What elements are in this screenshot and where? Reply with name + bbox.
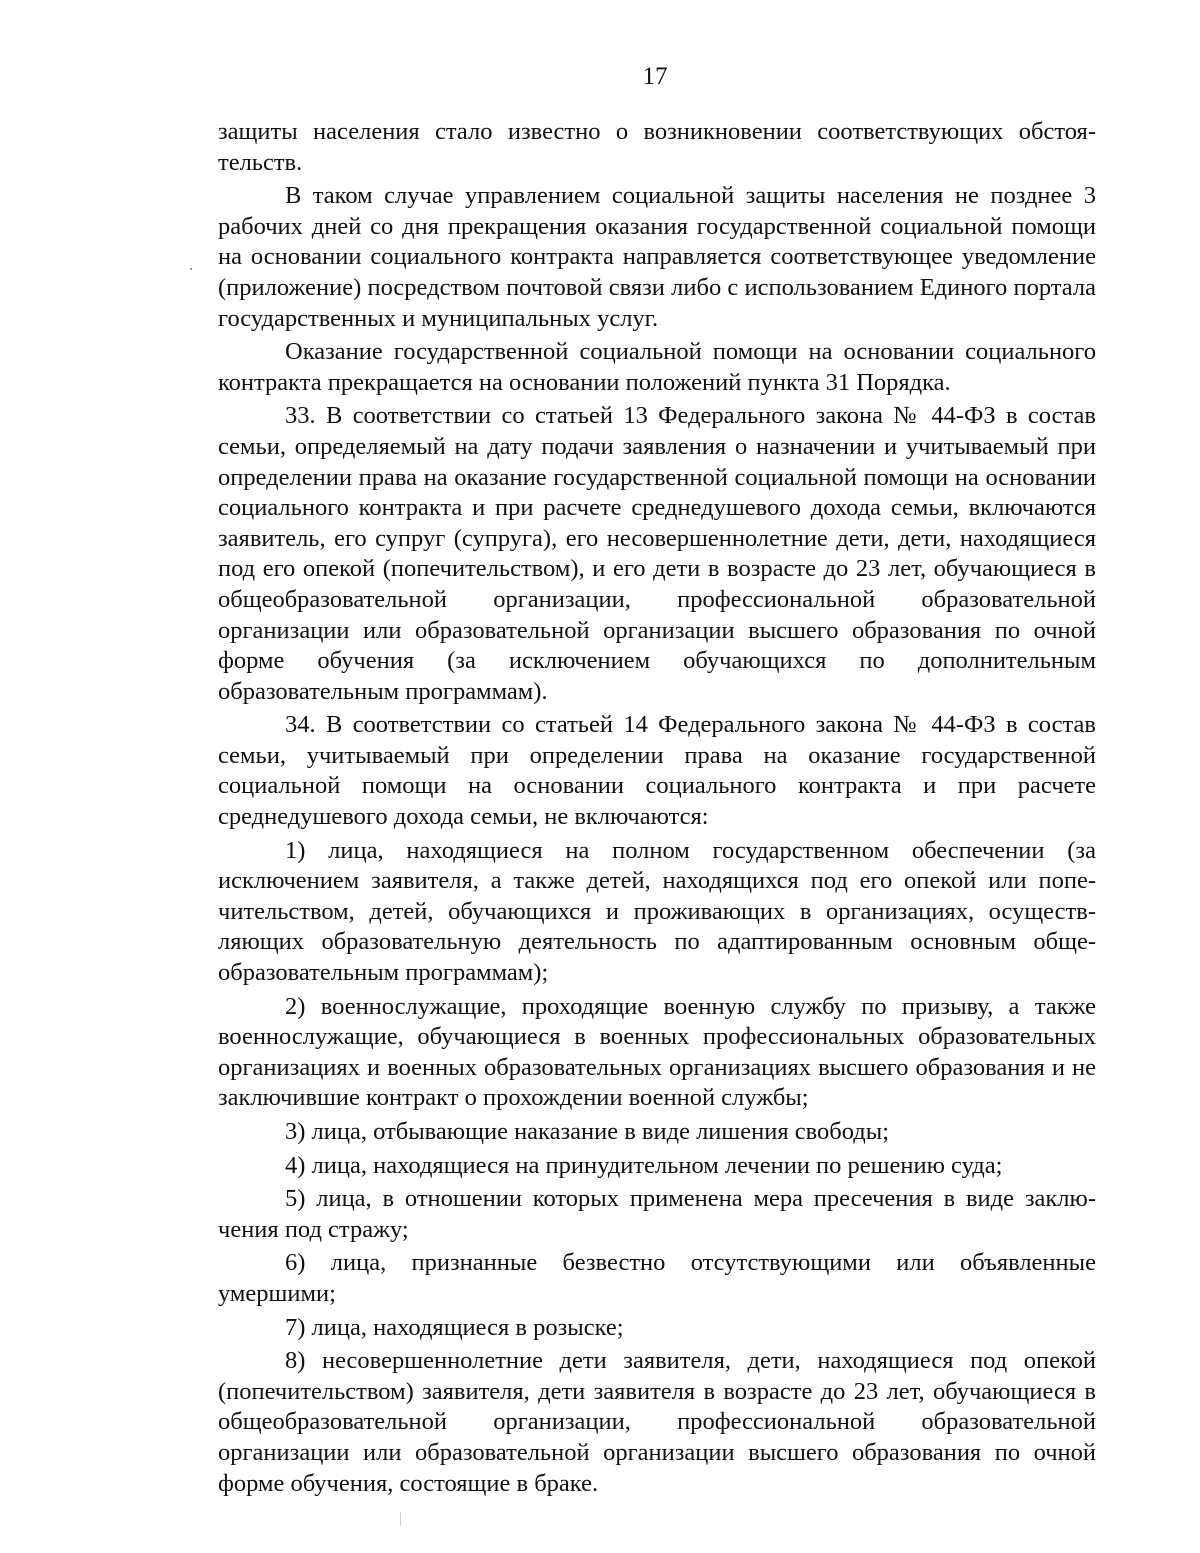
scan-speck: [400, 1512, 401, 1526]
list-item-3: 3) лица, отбывающие наказание в виде лишения свободы;: [285, 1118, 890, 1145]
list-item-8: 8) несовершеннолетние дети заявителя, дети, находящиеся под опекой (попечительством) заявителя, дети заявителя в возрасте до 23 лет, обучающиеся в общеобразовательной организации, профессиональной образовательной организации или образовательной организации высшего образования по очной форме обучения, состоящие в браке.: [218, 1347, 1096, 1497]
list-item-4: 4) лица, находящиеся на принудительном лечении по решению суда;: [285, 1151, 1003, 1179]
list-item-2: 2) военнослужащие, проходящие военную службу по призыву, а также военнослужащие, обучающиеся в военных профессиональных образовательных организациях и военных образовательных организациях высшего образования и не заключившие контракт о прохождении военной службы;: [218, 992, 1096, 1112]
document-body: [218, 117, 1096, 1502]
list-item-5: 5) лица, в отношении которых применена мера пресечения в виде заключения под стражу;: [218, 1185, 1096, 1243]
list-item-6: 6) лица, признанные безвестно отсутствующими или объявленные умершими;: [218, 1249, 1096, 1307]
list-item-1: 1) лица, находящиеся на полном государственном обеспечении (за исключением заявителя, а также детей, находящихся под его опекой или попечительством, детей, обучающихся и проживающих в организациях, осуществляющих образовательную деятельность по адаптированным основным общеобразовательным программам);: [218, 836, 1096, 987]
paragraph-notification: В таком случае управлением социальной защиты населения не позднее 3 рабочих дней со дня прекращения оказания государственной социальной помощи на основании социального контракта направляется соответствующее уведомление (приложение) посредством почтовой связи либо с использованием Единого портала государственных и муниципальных услуг.: [218, 182, 1096, 332]
paragraph-continuation: защиты населения стало известно о возникновении соответствующих обстоятельств.: [218, 118, 1096, 176]
paragraph-item-33: 33. В соответствии со статьей 13 Федерального закона № 44-ФЗ в состав семьи, определяемый на дату подачи заявления о назначении и учитываемый при определении права на оказание государственной социальной помощи на основании социального контракта и при расчете среднедушевого дохода семьи, включаются заявитель, его супруг (супруга), его несовершеннолетние дети, дети, находящиеся под его опекой (попечительством), и его дети в возрасте до 23 лет, обучающиеся в общеобразовательной организации, профессиональной образовательной организации или образовательной организации высшего образования по очной форме обучения (за исключением обучающихся по дополнительным образовательным программам).: [218, 402, 1096, 705]
list-item-7: 7) лица, находящиеся в розыске;: [285, 1313, 624, 1341]
paragraph-termination: Оказание государственной социальной помощи на основании социального контракта прекращается на основании положений пункта 31 Порядка.: [218, 338, 1096, 396]
margin-mark: [190, 268, 192, 270]
paragraph-item-34: 34. В соответствии со статьей 14 Федерального закона № 44-ФЗ в состав семьи, учитываемый при определении права на оказание государственной социальной помощи на основании социального контракта и при расчете среднедушевого дохода семьи, не включаются:: [218, 711, 1096, 831]
page-number: 17: [642, 63, 668, 90]
